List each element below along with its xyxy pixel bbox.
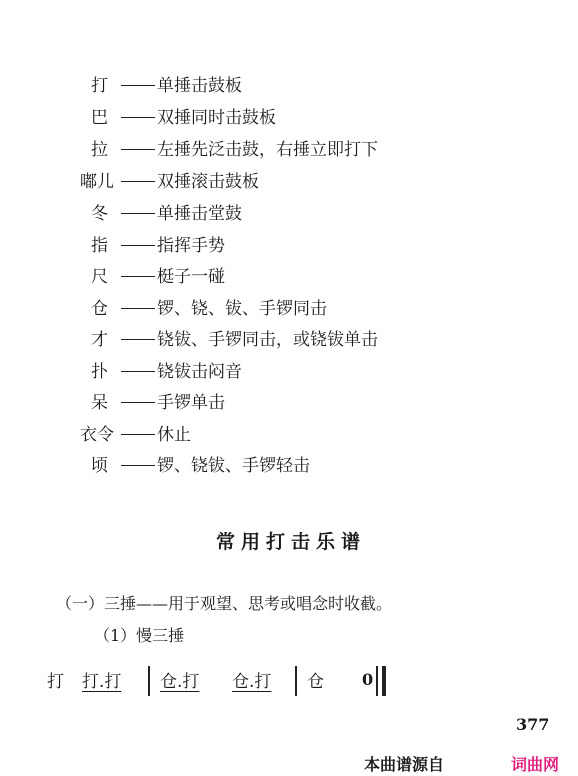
legend-dash [121, 308, 155, 309]
legend-term: 扑 [91, 362, 108, 382]
legend-desc: 双捶同时击鼓板 [157, 108, 276, 128]
legend-term: 拉 [91, 140, 108, 160]
score-note: 仓 [307, 672, 324, 692]
legend-dash [121, 149, 155, 150]
legend-desc: 单捶击堂鼓 [157, 204, 242, 224]
legend-dash [121, 371, 155, 372]
legend-desc: 左捶先泛击鼓，右捶立即打下 [157, 140, 378, 160]
legend-dash [121, 85, 155, 86]
legend-term: 尺 [91, 267, 108, 287]
score-note: 仓.打 [232, 672, 272, 692]
legend-term: 冬 [91, 204, 108, 224]
legend-term: 巴 [91, 108, 108, 128]
legend-term: 呆 [91, 393, 108, 413]
legend-dash [121, 117, 155, 118]
section-title: 常用打击乐谱 [216, 531, 367, 553]
final-barline-thick [382, 666, 386, 696]
legend-dash [121, 213, 155, 214]
page-number: 377 [516, 715, 550, 734]
rest-symbol: 0 [362, 670, 374, 689]
legend-desc: 指挥手势 [157, 236, 225, 256]
legend-desc: 铙钹击闷音 [157, 362, 242, 382]
legend-dash [121, 434, 155, 435]
final-barline-thin [376, 666, 378, 696]
legend-term: 仓 [91, 299, 108, 319]
barline [148, 666, 150, 696]
legend-desc: 手锣单击 [157, 393, 225, 413]
legend-desc: 锣、铙、钹、手锣同击 [157, 299, 327, 319]
item-subheading: （1）慢三捶 [94, 626, 185, 645]
score-note: 打.打 [82, 672, 122, 692]
legend-desc: 双捶滚击鼓板 [157, 172, 259, 192]
score-note: 仓.打 [160, 672, 200, 692]
legend-term: 嘟儿 [80, 172, 114, 192]
legend-desc: 单捶击鼓板 [157, 76, 242, 96]
footer-site-link[interactable]: 词曲网 [511, 755, 560, 774]
legend-dash [121, 276, 155, 277]
legend-dash [121, 245, 155, 246]
legend-term: 顷 [91, 456, 108, 476]
legend-desc: 休止 [157, 425, 191, 445]
legend-desc: 铙钹、手锣同击，或铙钹单击 [157, 330, 378, 350]
legend-term: 打 [91, 76, 108, 96]
item-heading: （一）三捶——用于观望、思考或唱念时收截。 [56, 594, 393, 613]
legend-desc: 梃子一碰 [157, 267, 225, 287]
percussion-score [0, 660, 578, 700]
legend-dash [121, 339, 155, 340]
legend-dash [121, 465, 155, 466]
legend-term: 衣令 [80, 425, 114, 445]
legend-term: 指 [91, 236, 108, 256]
legend-desc: 锣、铙钹、手锣轻击 [157, 456, 310, 476]
legend-dash [121, 402, 155, 403]
footer-source-label: 本曲谱源自 [364, 755, 445, 774]
barline [295, 666, 297, 696]
legend-term: 才 [91, 330, 108, 350]
legend-dash [121, 181, 155, 182]
score-note: 打 [47, 672, 64, 692]
